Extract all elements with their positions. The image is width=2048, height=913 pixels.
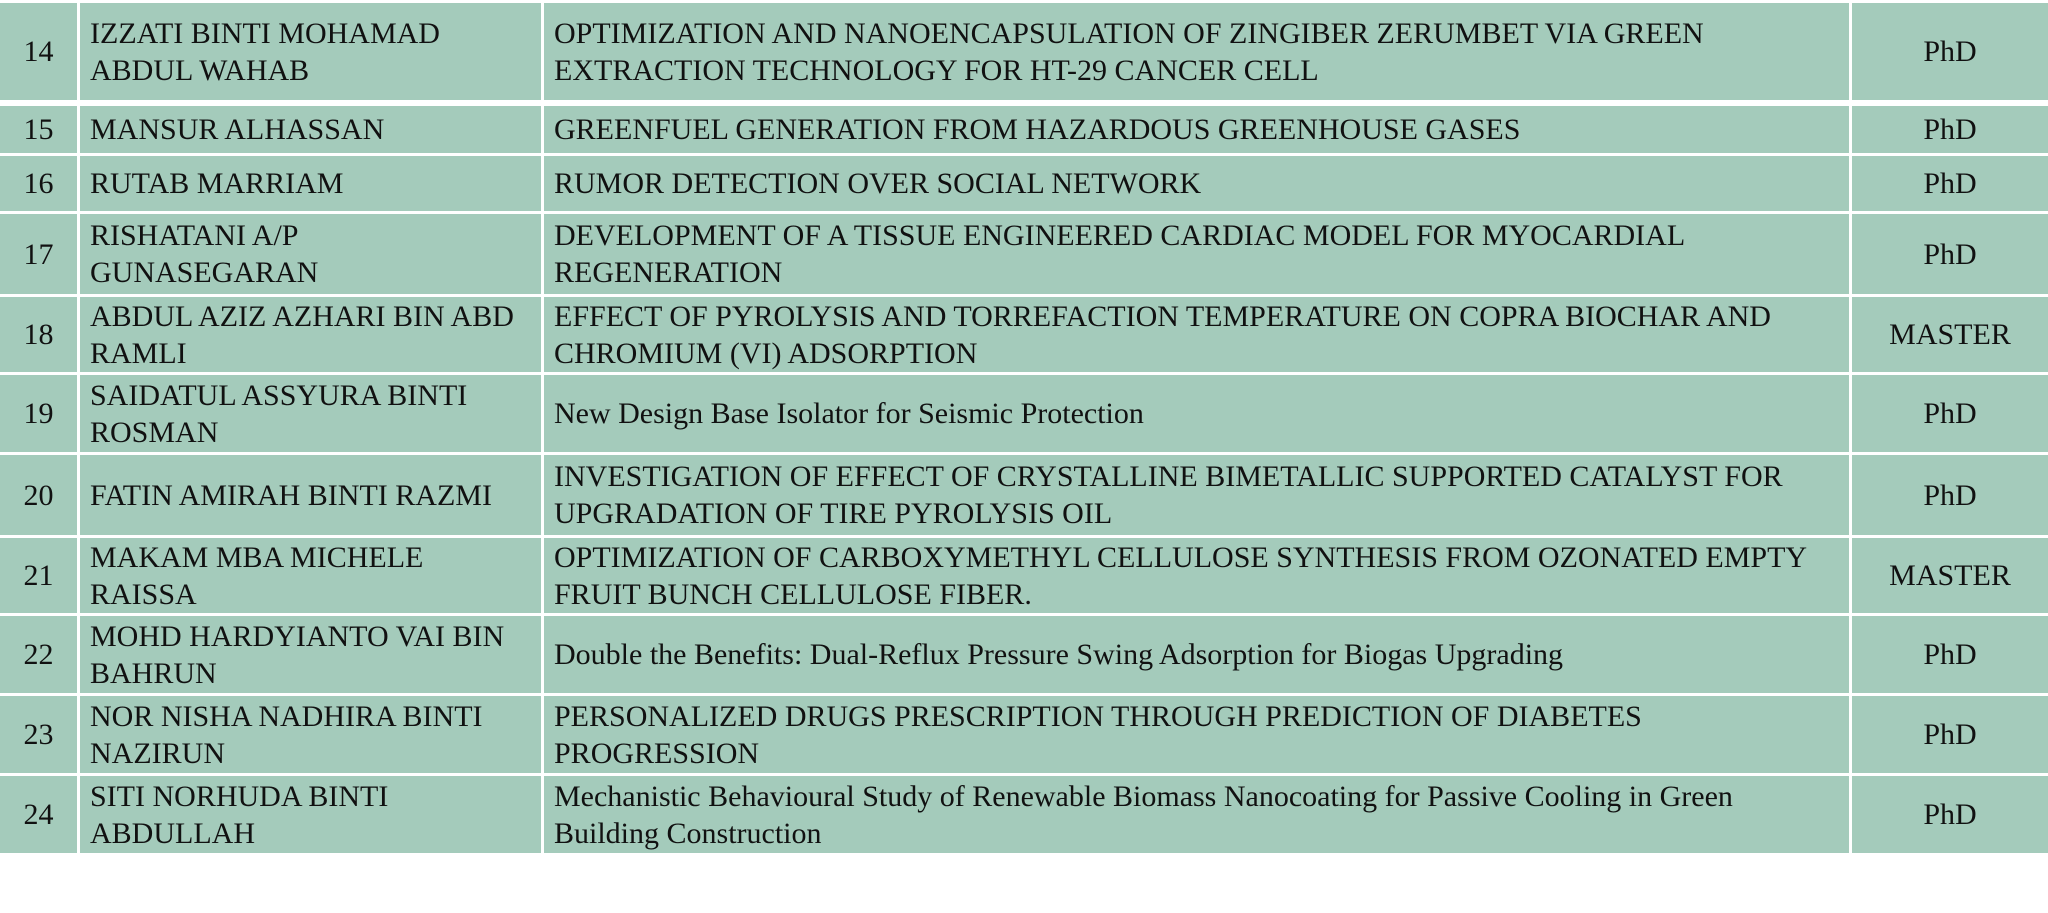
row-number: 21 xyxy=(0,538,77,613)
table-row xyxy=(0,616,2048,693)
thesis-title: New Design Base Isolator for Seismic Protection xyxy=(544,375,1849,452)
row-number: 18 xyxy=(0,297,77,372)
thesis-title: RUMOR DETECTION OVER SOCIAL NETWORK xyxy=(544,156,1849,211)
table-row xyxy=(0,455,2048,535)
thesis-title: Mechanistic Behavioural Study of Renewable Biomass Nanocoating for Passive Cooling in Green Building Construction xyxy=(544,776,1849,853)
row-number: 16 xyxy=(0,156,77,211)
degree-level: PhD xyxy=(1852,375,2048,452)
degree-level: PhD xyxy=(1852,776,2048,853)
degree-level: MASTER xyxy=(1852,297,2048,372)
student-name: MANSUR ALHASSAN xyxy=(80,106,541,153)
student-name: RISHATANI A/P GUNASEGARAN xyxy=(80,214,541,294)
thesis-title: Double the Benefits: Dual-Reflux Pressure Swing Adsorption for Biogas Upgrading xyxy=(544,616,1849,693)
degree-level: PhD xyxy=(1852,214,2048,294)
table-row xyxy=(0,776,2048,853)
table-row xyxy=(0,3,2048,100)
student-name: ABDUL AZIZ AZHARI BIN ABD RAMLI xyxy=(80,297,541,372)
thesis-title: EFFECT OF PYROLYSIS AND TORREFACTION TEMPERATURE ON COPRA BIOCHAR AND CHROMIUM (VI) ADSORPTION xyxy=(544,297,1849,372)
degree-level: MASTER xyxy=(1852,538,2048,613)
row-number: 23 xyxy=(0,696,77,773)
thesis-title: PERSONALIZED DRUGS PRESCRIPTION THROUGH PREDICTION OF DIABETES PROGRESSION xyxy=(544,696,1849,773)
table-row xyxy=(0,375,2048,452)
row-number: 14 xyxy=(0,3,77,100)
row-number: 15 xyxy=(0,106,77,153)
degree-level: PhD xyxy=(1852,696,2048,773)
table-row xyxy=(0,297,2048,372)
degree-level: PhD xyxy=(1852,106,2048,153)
student-name: SAIDATUL ASSYURA BINTI ROSMAN xyxy=(80,375,541,452)
student-name: SITI NORHUDA BINTI ABDULLAH xyxy=(80,776,541,853)
student-name: RUTAB MARRIAM xyxy=(80,156,541,211)
table-row xyxy=(0,696,2048,773)
table-row xyxy=(0,214,2048,294)
row-number: 24 xyxy=(0,776,77,853)
degree-level: PhD xyxy=(1852,616,2048,693)
student-name: FATIN AMIRAH BINTI RAZMI xyxy=(80,455,541,535)
student-name: NOR NISHA NADHIRA BINTI NAZIRUN xyxy=(80,696,541,773)
student-name: IZZATI BINTI MOHAMAD ABDUL WAHAB xyxy=(80,3,541,100)
table-row xyxy=(0,156,2048,211)
degree-level: PhD xyxy=(1852,156,2048,211)
degree-level: PhD xyxy=(1852,3,2048,100)
degree-level: PhD xyxy=(1852,455,2048,535)
student-name: MAKAM MBA MICHELE RAISSA xyxy=(80,538,541,613)
row-number: 22 xyxy=(0,616,77,693)
thesis-title: GREENFUEL GENERATION FROM HAZARDOUS GREENHOUSE GASES xyxy=(544,106,1849,153)
thesis-title: DEVELOPMENT OF A TISSUE ENGINEERED CARDIAC MODEL FOR MYOCARDIAL REGENERATION xyxy=(544,214,1849,294)
thesis-title: OPTIMIZATION OF CARBOXYMETHYL CELLULOSE SYNTHESIS FROM OZONATED EMPTY FRUIT BUNCH CELLULOSE FIBER. xyxy=(544,538,1849,613)
row-number: 20 xyxy=(0,455,77,535)
row-number: 17 xyxy=(0,214,77,294)
table-row xyxy=(0,106,2048,153)
student-name: MOHD HARDYIANTO VAI BIN BAHRUN xyxy=(80,616,541,693)
table-row xyxy=(0,538,2048,613)
thesis-title: INVESTIGATION OF EFFECT OF CRYSTALLINE BIMETALLIC SUPPORTED CATALYST FOR UPGRADATION OF TIRE PYROLYSIS OIL xyxy=(544,455,1849,535)
thesis-title: OPTIMIZATION AND NANOENCAPSULATION OF ZINGIBER ZERUMBET VIA GREEN EXTRACTION TECHNOLOGY FOR HT-29 CANCER CELL xyxy=(544,3,1849,100)
row-number: 19 xyxy=(0,375,77,452)
